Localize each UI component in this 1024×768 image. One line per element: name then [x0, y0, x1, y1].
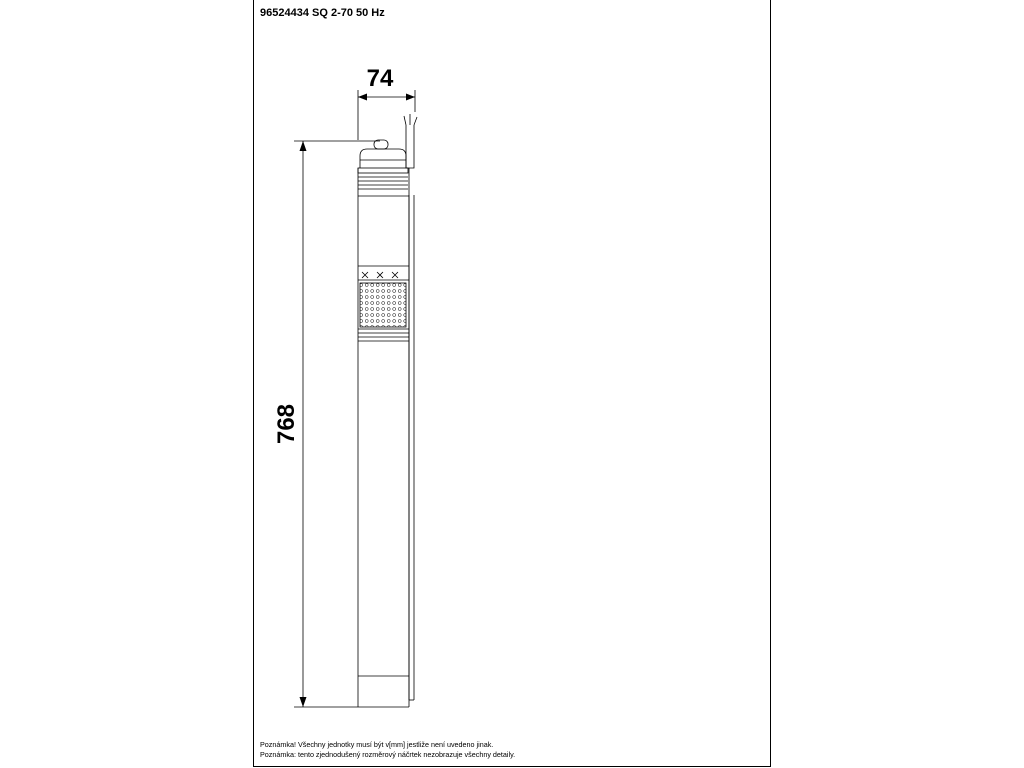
drawing-notes: [260, 740, 515, 760]
width-dimension: [358, 65, 415, 140]
width-dimension-label: 74: [366, 65, 394, 92]
pump-dimension-drawing: [254, 0, 772, 740]
pump-body: [358, 114, 417, 707]
height-dimension: [273, 141, 380, 707]
drawing-title: 96524434 SQ 2-70 50 Hz: [260, 7, 385, 19]
drawing-sheet: [253, 0, 771, 767]
height-dimension-label: 768: [273, 403, 300, 445]
note-line-1: Poznámka! Všechny jednotky musí být v[mm] jestliže není uvedeno jinak.: [260, 740, 494, 749]
note-line-2: Poznámka: tento zjednodušený rozměrový náčrtek nezobrazuje všechny detaily.: [260, 750, 516, 759]
